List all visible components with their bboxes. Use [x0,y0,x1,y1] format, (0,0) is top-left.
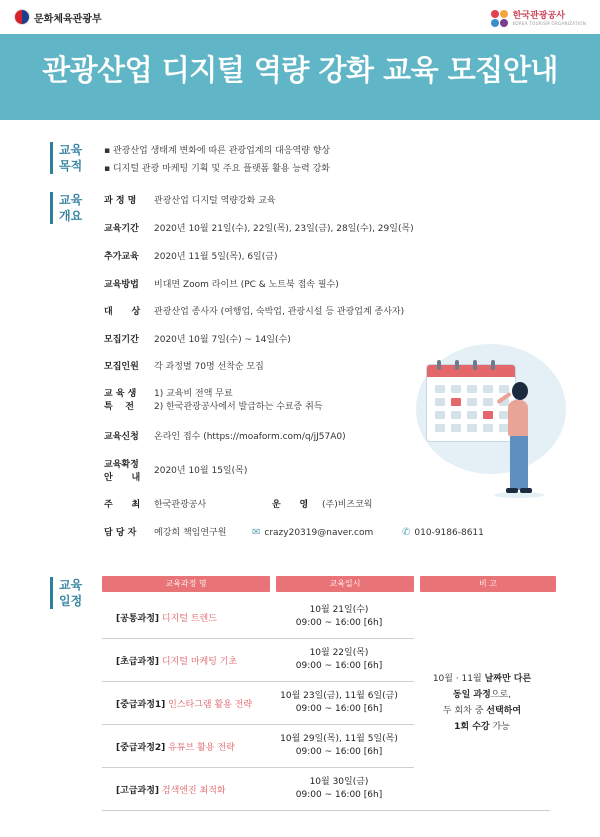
schedule-note: 10월 · 11월 날짜만 다른 동일 과정으로, 두 회차 중 선택하여 1회 수강 가능 [432,674,532,732]
course-cell: [초급과정] 디지털 마케팅 기초 [116,656,238,667]
section-bar [50,192,53,224]
info-key: 모집인원 [104,362,139,372]
contact-phone [402,527,484,538]
info-row-course [104,195,276,208]
apply-link[interactable]: 온라인 접수 (https://moaform.com/q/jJ57A0) [154,432,346,442]
section-overview-label [50,192,90,224]
info-key: 대 상 [104,307,141,317]
person-figure [510,434,528,490]
page-title: 관광산업 디지털 역량 강화 교육 모집안내 [42,53,558,87]
table-row [102,768,414,811]
info-key: 교육신청 [104,432,139,442]
kto-logo [491,10,586,28]
info-key: 추가교육 [104,252,139,262]
info-row-operator [272,499,373,512]
section-overview-text-1: 교육 [59,193,83,207]
header-course: 교육과정 명 [102,576,270,592]
section-goal-label [50,142,90,174]
date-cell: 10월 30일(금) 09:00 ~ 16:00 [6h] [295,777,383,800]
table-row [102,682,414,725]
gov-logo [14,9,102,25]
info-row-recruit-num [104,361,264,374]
info-key: 교육기간 [104,224,139,234]
date-cell: 10월 23일(금), 11월 6일(금) 09:00 ~ 16:00 [6h] [280,691,398,714]
info-row-confirm [104,459,247,485]
info-value: 한국관광공사 [154,500,207,510]
schedule-header [102,576,556,592]
info-row-period [104,223,414,236]
info-value: (주)비즈코웍 [322,500,373,510]
info-key: 주 최 [104,500,141,510]
info-row-recruit-period [104,334,291,347]
info-value: 관광산업 디지털 역량강화 교육 [154,196,276,206]
contact-email [252,527,373,538]
info-key: 교 육 생 [104,389,137,399]
info-row-host [104,499,206,512]
info-value: 비대면 Zoom 라이브 (PC & 노트북 접속 필수) [154,280,339,290]
info-key: 특 전 [104,402,134,412]
info-key: 운 영 [272,500,309,510]
info-value: 2020년 10월 21일(수), 22일(목), 23일(금), 28일(수), 29일(목) [154,224,414,234]
table-row [102,639,414,682]
goal-item: ▪ 관광산업 생태계 변화에 따른 관광업계의 대응역량 향상 [104,142,330,160]
mail-icon: ✉ [252,527,261,538]
header-note: 비 고 [420,576,556,592]
goal-list [104,142,330,178]
section-bar [50,142,53,174]
info-row-apply [104,431,346,444]
table-row [102,596,414,639]
section-goal-text-2: 목적 [59,159,83,173]
section-schedule-text-2: 일정 [59,594,83,608]
date-cell: 10월 22일(목) 09:00 ~ 16:00 [6h] [295,648,383,671]
section-goal-text-1: 교육 [59,143,83,157]
info-key: 교육방법 [104,280,139,290]
top-bar [0,0,600,34]
org-sub: KOREA TOURISM ORGANIZATION [512,21,586,27]
info-row-target [104,306,404,319]
info-key: 안 내 [104,473,141,483]
note-cell [414,596,550,811]
section-bar [50,577,53,609]
course-cell: [공통과정] 디지털 트렌드 [116,613,217,624]
info-value: 2) 한국관광공사에서 발급하는 수료증 취득 [154,402,323,412]
info-key: 모집기간 [104,335,139,345]
schedule-table [102,576,556,811]
taegeuk-icon [14,9,30,25]
info-row-contact [104,527,226,540]
info-key: 과 정 명 [104,196,137,206]
info-value: 각 과정별 70명 선착순 모집 [154,362,264,372]
phone-icon: ✆ [402,527,411,538]
contact-phone-text[interactable]: 010-9186-8611 [414,527,484,538]
info-key: 담 당 자 [104,528,137,538]
calendar-illustration [410,334,570,509]
date-cell: 10월 29일(목), 11월 5일(목) 09:00 ~ 16:00 [6h] [280,734,398,757]
date-cell: 10월 21일(수) 09:00 ~ 16:00 [6h] [295,605,383,628]
header-date: 교육일시 [276,576,414,592]
info-value: 관광산업 종사자 (여행업, 숙박업, 관광시설 등 관광업계 종사자) [154,307,405,317]
info-value: 2020년 11월 5일(목), 6일(금) [154,252,278,262]
calendar-icon [426,364,516,442]
table-row [102,725,414,768]
info-row-benefit [104,388,322,414]
info-value: 2020년 10월 15일(목) [154,466,248,476]
course-cell: [중급과정1] 인스타그램 활용 전략 [116,699,253,710]
goal-item: ▪ 디지털 관광 마케팅 기획 및 주요 플랫폼 활용 능력 강화 [104,160,330,178]
kto-mark-icon [491,10,509,28]
info-row-method [104,279,339,292]
section-overview-text-2: 개요 [59,209,83,223]
info-value: 1) 교육비 전액 무료 [154,389,233,399]
contact-email-text[interactable]: crazy20319@naver.com [264,527,374,538]
section-schedule-text-1: 교육 [59,578,83,592]
info-row-extra [104,251,277,264]
info-key: 교육확정 [104,460,139,470]
course-cell: [고급과정] 검색엔진 최적화 [116,785,226,796]
gov-name: 문화체육관광부 [34,13,102,25]
header-banner [0,0,600,120]
org-name: 한국관광공사 [512,10,565,21]
section-schedule-label [50,577,90,609]
course-cell: [중급과정2] 유튜브 활용 전략 [116,742,235,753]
info-value: 예강희 책임연구원 [154,528,227,538]
info-value: 2020년 10월 7일(수) ~ 14일(수) [154,335,291,345]
